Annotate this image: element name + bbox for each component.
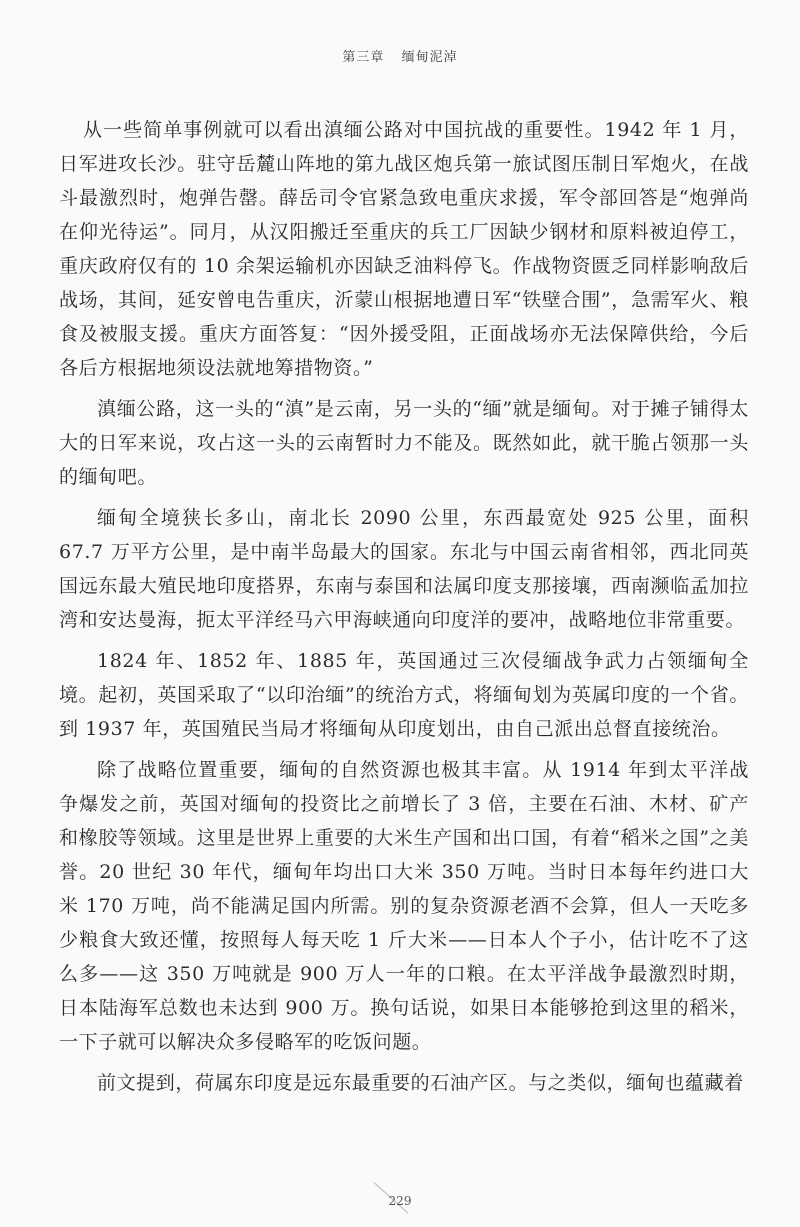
running-header bbox=[0, 46, 800, 65]
paragraph: 滇缅公路，这一头的“滇”是云南，另一头的“缅”就是缅甸。对于摊子铺得太大的日军来说，攻占这一头的云南暂时力不能及。既然如此，就干脆占领那一头的缅甸吧。 bbox=[59, 398, 749, 488]
paragraph: 从一些简单事例就可以看出滇缅公路对中国抗战的重要性。1942 年 1 月，日军进攻长沙。驻守岳麓山阵地的第九战区炮兵第一旅试图压制日军炮火，在战斗最激烈时，炮弹告罄。薛岳司令官紧急致电重庆求援，军令部回答是“炮弹尚在仰光待运”。同月，从汉阳搬迁至重庆的兵工厂因缺少钢材和原料被迫停工，重庆政府仅有的 10 余架运输机亦因缺乏油料停飞。作战物资匮乏同样影响敌后战场，其间，延安曾电告重庆，沂蒙山根据地遭日军“铁壁合围”，急需军火、粮食及被服支援。重庆方面答复：“因外援受阻，正面战场亦无法保障供给，今后各后方根据地须设法就地筹措物资。” bbox=[59, 119, 749, 379]
paragraph: 1824 年、1852 年、1885 年，英国通过三次侵缅战争武力占领缅甸全境。起初，英国采取了“以印治缅”的统治方式，将缅甸划为英属印度的一个省。到 1937 年，英国殖民当局才将缅甸从印度划出，由自己派出总督直接统治。 bbox=[59, 650, 749, 740]
page-number: 229 bbox=[388, 1194, 412, 1208]
chapter-title: 缅甸泥淖 bbox=[401, 50, 458, 65]
paragraph: 缅甸全境狭长多山，南北长 2090 公里，东西最宽处 925 公里，面积 67.7 万平方公里，是中南半岛最大的国家。东北与中国云南省相邻，西北同英国远东最大殖民地印度搭界，东南与泰国和法属印度支那接壤，西南濒临孟加拉湾和安达曼海，扼太平洋经马六甲海峡通向印度洋的要冲，战略地位非常重要。 bbox=[59, 507, 749, 631]
paragraph: 前文提到，荷属东印度是远东最重要的石油产区。与之类似，缅甸也蕴藏着 bbox=[97, 1072, 744, 1094]
paragraph: 除了战略位置重要，缅甸的自然资源也极其丰富。从 1914 年到太平洋战争爆发之前，英国对缅甸的投资比之前增长了 3 倍，主要在石油、木材、矿产和橡胶等领域。这里是世界上重要的大米生产国和出口国，有着“稻米之国”之美誉。20 世纪 30 年代，缅甸年均出口大米 350 万吨。当时日本每年约进口大米 170 万吨，尚不能满足国内所需。别的复杂资源老酒不会算，但人一天吃多少粮食大致还懂，按照每人每天吃 1 斤大米——日本人个子小，估计吃不了这么多——这 350 万吨就是 900 万人一年的口粮。在太平洋战争最激烈时期，日本陆海军总数也未达到 900 万。换句话说，如果日本能够抢到这里的稻米，一下子就可以解决众多侵略军的吃饭问题。 bbox=[59, 759, 749, 1053]
body-text bbox=[59, 113, 749, 1107]
chapter-number: 第三章 bbox=[342, 50, 385, 65]
